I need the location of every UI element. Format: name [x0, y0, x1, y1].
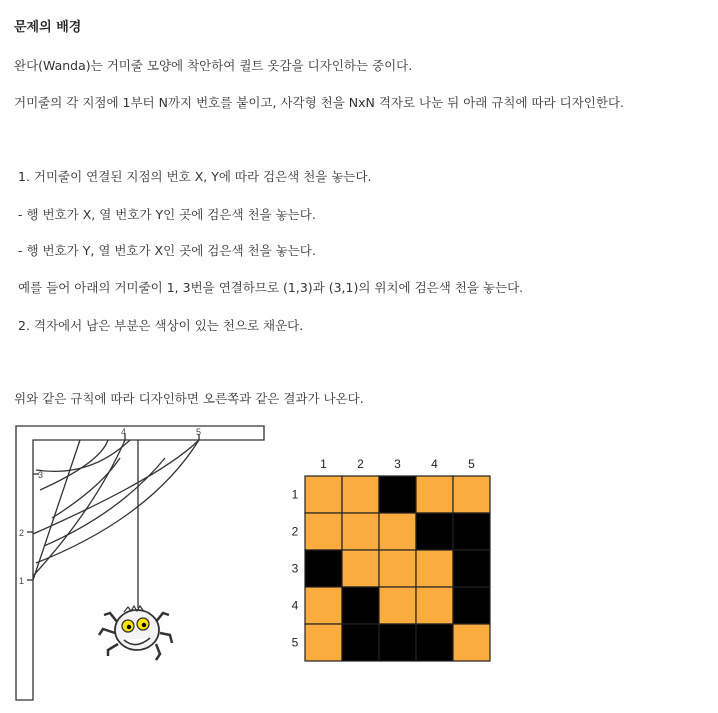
- page-title: 문제의 배경: [14, 20, 82, 35]
- grid-col-label: 1: [320, 457, 327, 471]
- grid-row-label: 5: [291, 635, 299, 650]
- grid-cell-4-3: [379, 587, 416, 624]
- grid-cell-1-2: [342, 476, 379, 513]
- rule-1b: - 행 번호가 Y, 열 번호가 X인 곳에 검은색 천을 놓는다.: [18, 243, 316, 258]
- grid-cell-4-5: [453, 587, 490, 624]
- grid-cell-3-3: [379, 550, 416, 587]
- grid-row-label: 1: [291, 487, 299, 502]
- grid-cell-2-2: [342, 513, 379, 550]
- spider-icon: [99, 606, 172, 660]
- web-point-3: 3: [38, 470, 44, 480]
- grid-cell-3-4: [416, 550, 453, 587]
- grid-cell-2-4: [416, 513, 453, 550]
- grid-cell-3-2: [342, 550, 379, 587]
- paragraph-method: 거미줄의 각 지점에 1부터 N까지 번호를 붙이고, 사각형 천을 NxN 격자로 나눈 뒤 아래 규칙에 따라 디자인한다.: [14, 95, 624, 110]
- grid-col-label: 5: [468, 457, 475, 471]
- paragraph-result: 위와 같은 규칙에 따라 디자인하면 오른쪽과 같은 결과가 나온다.: [14, 391, 364, 406]
- spider-web-illustration: [0, 418, 270, 708]
- grid-col-label: 2: [357, 457, 364, 471]
- grid-cell-1-5: [453, 476, 490, 513]
- grid-cell-5-4: [416, 624, 453, 661]
- grid-col-label: 3: [394, 457, 401, 471]
- web-point-1: 1: [19, 576, 25, 586]
- rule-example: 예를 들어 아래의 거미줄이 1, 3번을 연결하므로 (1,3)과 (3,1)의 위치에 검은색 천을 놓는다.: [18, 280, 524, 295]
- grid-cell-5-2: [342, 624, 379, 661]
- grid-cell-1-4: [416, 476, 453, 513]
- rule-2: 2. 격자에서 남은 부분은 색상이 있는 천으로 채운다.: [18, 318, 304, 333]
- grid-row-label: 4: [291, 598, 299, 613]
- grid-cell-2-1: [305, 513, 342, 550]
- grid-row-label: 3: [291, 561, 299, 576]
- grid-cell-2-5: [453, 513, 490, 550]
- grid-row-label: 2: [291, 524, 299, 539]
- grid-cell-2-3: [379, 513, 416, 550]
- grid-cell-3-1: [305, 550, 342, 587]
- grid-cell-4-1: [305, 587, 342, 624]
- grid-cell-3-5: [453, 550, 490, 587]
- paragraph-intro: 완다(Wanda)는 거미줄 모양에 착안하여 퀼트 옷감을 디자인하는 중이다.: [14, 58, 413, 73]
- grid-cell-5-3: [379, 624, 416, 661]
- grid-cell-5-5: [453, 624, 490, 661]
- grid-cell-4-2: [342, 587, 379, 624]
- grid-cell-1-3: [379, 476, 416, 513]
- rule-1a: - 행 번호가 X, 열 번호가 Y인 곳에 검은색 천을 놓는다.: [18, 207, 316, 222]
- grid-cell-5-1: [305, 624, 342, 661]
- quilt-grid: [282, 452, 497, 667]
- web-point-5: 5: [196, 427, 202, 437]
- grid-cell-4-4: [416, 587, 453, 624]
- web-point-2: 2: [19, 528, 25, 538]
- rule-1: 1. 거미줄이 연결된 지점의 번호 X, Y에 따라 검은색 천을 놓는다.: [18, 169, 372, 184]
- web-point-4: 4: [121, 427, 127, 437]
- grid-cell-1-1: [305, 476, 342, 513]
- grid-col-label: 4: [431, 457, 438, 471]
